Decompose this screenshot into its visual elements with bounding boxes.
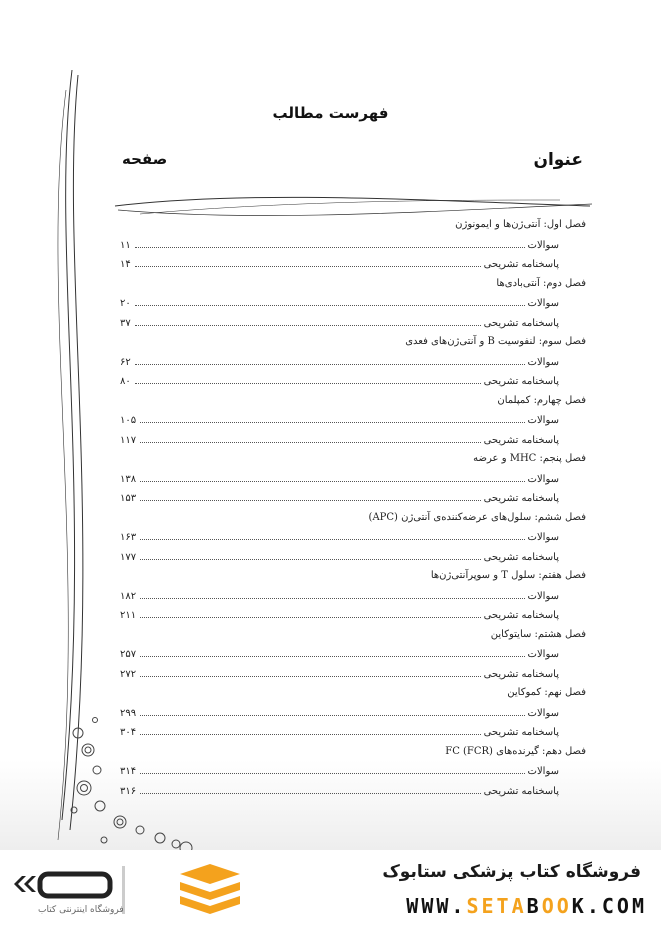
toc-entry xyxy=(120,414,586,426)
entry-label: سوالات xyxy=(527,766,559,777)
dot-leader xyxy=(140,609,480,618)
store-name: فروشگاه کتاب پزشکی ستابوک xyxy=(382,862,641,882)
dot-leader xyxy=(140,648,524,657)
toc-entry-row xyxy=(120,490,586,510)
entry-page-number: ۱۳۸ xyxy=(120,473,137,485)
entry-page-number: ۲۹۹ xyxy=(120,707,137,719)
toc-entry xyxy=(120,551,586,563)
toc-chapter-row xyxy=(120,393,586,413)
dot-leader xyxy=(140,414,524,423)
toc-entry-row xyxy=(120,666,586,686)
toc-entry xyxy=(120,356,586,368)
toc-entry xyxy=(120,239,586,251)
toc-entry-row xyxy=(120,471,586,491)
entry-label: پاسخنامه تشریحی xyxy=(483,376,559,387)
toc-entry xyxy=(120,785,586,797)
toc-entry-row xyxy=(120,354,586,374)
toc-entry-row xyxy=(120,529,586,549)
entry-page-number: ۱۱ xyxy=(120,239,131,251)
entry-page-number: ۳۱۶ xyxy=(120,785,137,797)
toc-entry-row xyxy=(120,607,586,627)
entry-label: سوالات xyxy=(527,532,559,543)
dot-leader xyxy=(140,785,480,794)
dot-leader xyxy=(140,551,480,560)
chapter-title: فصل هشتم: سایتوکاین xyxy=(490,628,586,640)
entry-page-number: ۶۲ xyxy=(120,356,131,368)
chapter-title: فصل نهم: کموکاین xyxy=(507,687,586,698)
toc-entry-row xyxy=(120,705,586,725)
toc-chapter-row xyxy=(120,276,586,296)
toc-entry xyxy=(120,648,586,660)
url-highlight-2: OO xyxy=(541,894,572,918)
toc-entry-row xyxy=(120,432,586,452)
entry-label: سوالات xyxy=(527,356,559,368)
toc-entry-row xyxy=(120,763,586,783)
entry-label: پاسخنامه تشریحی xyxy=(483,610,559,621)
entry-label: سوالات xyxy=(527,473,559,485)
toc-entry xyxy=(120,473,586,485)
dot-leader xyxy=(140,590,524,599)
toc-entry-row xyxy=(120,256,586,276)
toc-entry-row xyxy=(120,724,586,744)
entry-page-number: ۸۰ xyxy=(120,376,131,387)
entry-label: پاسخنامه تشریحی xyxy=(483,493,559,504)
entry-page-number: ۳۱۴ xyxy=(120,766,137,777)
toc-entry-row xyxy=(120,373,586,393)
entry-label: پاسخنامه تشریحی xyxy=(483,727,559,738)
entry-label: سوالات xyxy=(527,649,559,660)
toc-entry xyxy=(120,765,586,777)
toc-title: فهرست مطالب xyxy=(272,104,389,122)
dot-leader xyxy=(140,765,524,774)
entry-page-number: ۱۱۷ xyxy=(120,434,137,446)
page-column-header: صفحه xyxy=(122,150,168,168)
toc-entry-row xyxy=(120,646,586,666)
url-suffix: K.COM xyxy=(571,894,647,918)
chapter-title: فصل هفتم: سلول T و سوپرآنتی‌ژن‌ها xyxy=(430,570,586,581)
toc-entry xyxy=(120,726,586,738)
toc-list xyxy=(120,217,586,802)
dot-leader xyxy=(140,492,480,501)
toc-chapter-row xyxy=(120,744,586,764)
dot-leader xyxy=(140,707,524,716)
dot-leader xyxy=(135,375,481,384)
dot-leader xyxy=(140,726,480,735)
toc-entry-row xyxy=(120,783,586,803)
toc-chapter-row xyxy=(120,627,586,647)
toc-entry xyxy=(120,317,586,329)
store-footer xyxy=(0,850,661,925)
entry-label: سوالات xyxy=(527,298,559,309)
toc-entry-row xyxy=(120,315,586,335)
chapter-title: فصل ششم: سلول‌های عرضه‌کننده‌ی آنتی‌ژن (APC) xyxy=(368,511,586,523)
toc-chapter-row xyxy=(120,510,586,530)
entry-page-number: ۱۰۵ xyxy=(120,415,137,426)
toc-entry-row xyxy=(120,412,586,432)
chapter-title: فصل سوم: لنفوسیت B و آنتی‌ژن‌های فعدی xyxy=(405,336,586,347)
dot-leader xyxy=(140,668,480,677)
toc-entry-row xyxy=(120,237,586,257)
chapter-title: فصل چهارم: کمپلمان xyxy=(497,394,586,406)
url-middle: B xyxy=(526,894,542,918)
dot-leader xyxy=(135,356,525,365)
entry-page-number: ۱۴ xyxy=(120,259,131,270)
entry-page-number: ۱۸۲ xyxy=(120,590,137,602)
entry-page-number: ۲۵۷ xyxy=(120,649,137,660)
entry-label: پاسخنامه تشریحی xyxy=(483,259,559,270)
entry-label: سوالات xyxy=(527,707,559,719)
toc-chapter-row xyxy=(120,334,586,354)
chapter-title: فصل پنجم: MHC و عرضه xyxy=(473,453,586,464)
toc-entry xyxy=(120,707,586,719)
title-column-header: عنوان xyxy=(533,150,583,170)
chapter-title: فصل اول: آنتی‌ژن‌ها و ایمونوژن xyxy=(455,219,586,230)
toc-entry-row xyxy=(120,295,586,315)
chapter-title: فصل دهم: گیرنده‌های FC (FCR) xyxy=(445,745,586,757)
store-url[interactable] xyxy=(406,894,647,918)
entry-label: پاسخنامه تشریحی xyxy=(483,668,559,680)
toc-chapter-row xyxy=(120,568,586,588)
toc-entry xyxy=(120,531,586,543)
logo-subtitle: فروشگاه اینترنتی کتاب xyxy=(38,905,124,915)
entry-label: سوالات xyxy=(527,239,559,251)
entry-page-number: ۲۰ xyxy=(120,298,131,309)
toc-entry xyxy=(120,258,586,270)
toc-chapter-row xyxy=(120,451,586,471)
toc-entry xyxy=(120,590,586,602)
entry-page-number: ۲۷۲ xyxy=(120,668,137,680)
entry-label: سوالات xyxy=(527,590,559,602)
entry-label: پاسخنامه تشریحی xyxy=(483,434,559,446)
chapter-title: فصل دوم: آنتی‌بادی‌ها xyxy=(496,277,586,289)
entry-page-number: ۱۷۷ xyxy=(120,551,137,563)
entry-page-number: ۲۱۱ xyxy=(120,610,137,621)
dot-leader xyxy=(140,531,524,540)
toc-entry xyxy=(120,297,586,309)
toc-entry-row xyxy=(120,549,586,569)
entry-label: پاسخنامه تشریحی xyxy=(483,551,559,563)
dot-leader xyxy=(135,239,525,248)
dot-leader xyxy=(135,317,481,326)
dot-leader xyxy=(135,258,481,267)
dot-leader xyxy=(140,434,480,443)
entry-page-number: ۳۰۴ xyxy=(120,727,137,738)
entry-label: سوالات xyxy=(527,415,559,426)
toc-entry-row xyxy=(120,588,586,608)
entry-label: پاسخنامه تشریحی xyxy=(483,785,559,797)
toc-entry xyxy=(120,609,586,621)
entry-label: پاسخنامه تشریحی xyxy=(483,317,559,329)
dot-leader xyxy=(140,473,524,482)
toc-entry xyxy=(120,434,586,446)
entry-page-number: ۳۷ xyxy=(120,317,131,329)
entry-page-number: ۱۵۳ xyxy=(120,493,137,504)
toc-chapter-row xyxy=(120,217,586,237)
toc-chapter-row xyxy=(120,685,586,705)
toc-entry xyxy=(120,492,586,504)
dot-leader xyxy=(135,297,525,306)
toc-entry xyxy=(120,375,586,387)
url-highlight-1: SETA xyxy=(466,894,527,918)
entry-page-number: ۱۶۳ xyxy=(120,532,137,543)
toc-entry xyxy=(120,668,586,680)
url-prefix: WWW. xyxy=(406,894,467,918)
